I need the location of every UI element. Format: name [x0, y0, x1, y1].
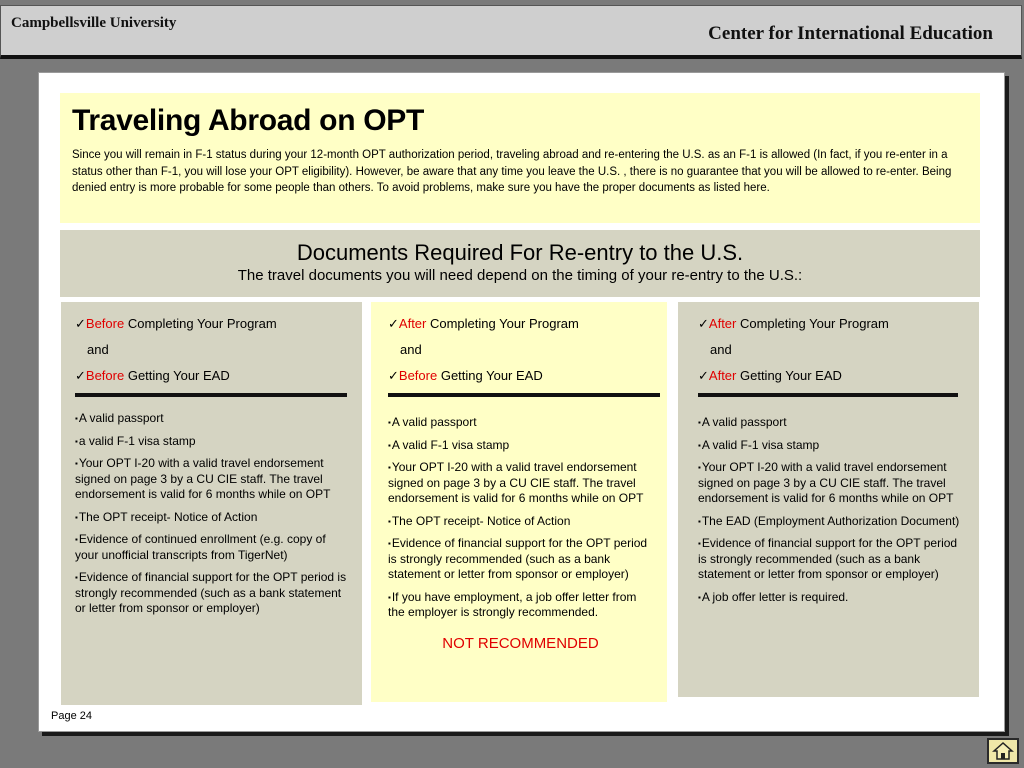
bullet-icon: ▪ [388, 539, 391, 548]
condition-text: Completing Your Program [124, 316, 277, 331]
bullet-icon: ▪ [388, 440, 391, 450]
bullet-icon: ▪ [698, 418, 701, 427]
divider [388, 393, 660, 397]
list-item: ▪If you have employment, a job offer letter from the employer is strongly recommended. [388, 589, 637, 619]
list-item: ▪A job offer letter is required. [698, 589, 849, 604]
divider [75, 393, 347, 397]
bullet-icon: ▪ [698, 539, 701, 548]
condition-text: Getting Your EAD [437, 368, 543, 383]
check-icon: ✓ [75, 316, 86, 331]
list-item: ▪Your OPT I-20 with a valid travel endorsement signed on page 3 by a CU CIE staff. The travel endorsement is valid for 6 months while on OPT [388, 460, 644, 505]
document-list [388, 415, 653, 621]
condition-text: Completing Your Program [736, 316, 889, 331]
bullet-icon: ▪ [75, 573, 78, 582]
list-item: ▪a valid F-1 visa stamp [75, 433, 196, 448]
check-icon: ✓ [698, 368, 709, 383]
list-item: ▪The OPT receipt- Notice of Action [75, 509, 258, 524]
list-item: ▪Evidence of continued enrollment (e.g. copy of your unofficial transcripts from TigerNet) [75, 532, 326, 562]
header-bar [0, 5, 1022, 59]
condition-keyword: Before [398, 368, 438, 383]
department-name: Center for International Education [708, 23, 993, 44]
condition-text: Getting Your EAD [124, 368, 230, 383]
column-before-before [61, 302, 362, 705]
list-item: ▪Evidence of financial support for the OPT period is strongly recommended (such as a bank statement or letter from sponsor or employer) [75, 570, 347, 615]
bullet-icon: ▪ [75, 459, 78, 468]
list-item: ▪A valid F-1 visa stamp [388, 437, 510, 452]
documents-title: Documents Required For Re-entry to the U.S. [296, 240, 744, 265]
list-item: ▪A valid F-1 visa stamp [698, 437, 820, 452]
bullet-icon: ▪ [388, 463, 391, 472]
bullet-icon: ▪ [388, 516, 391, 526]
column-after-before [371, 302, 667, 702]
bullet-icon: ▪ [388, 592, 391, 602]
list-item: ▪A valid passport [75, 411, 164, 425]
university-name: Campbellsville University [11, 15, 177, 31]
condition-keyword: After [708, 368, 737, 383]
slide [38, 72, 1005, 732]
bullet-icon: ▪ [698, 516, 701, 526]
bullet-icon: ▪ [75, 535, 78, 544]
condition-block [388, 315, 653, 384]
list-item: ▪Evidence of financial support for the OPT period is strongly recommended (such as a bank statement or letter from sponsor or employer) [388, 536, 648, 581]
divider [698, 393, 958, 397]
column-after-after [678, 302, 979, 697]
intro-text: Since you will remain in F-1 status during your 12-month OPT authorization period, traveling abroad and re-entering the U.S. as an F-1 is allowed (In fact, if you re-enter in a status other than F-1, you will lose your OPT eligibility). However, be aware that any time you leave the U.S. , there is no guarantee that you will be allowed to re-enter. Being denied entry is more probable for some people than others. To avoid problems, make sure you have the proper documents as listed here. [72, 149, 952, 194]
bullet-icon: ▪ [75, 512, 78, 522]
condition-text: Getting Your EAD [736, 368, 842, 383]
home-icon [992, 741, 1014, 761]
list-item: ▪Evidence of financial support for the OPT period is strongly recommended (such as a bank statement or letter from sponsor or employer) [698, 536, 958, 581]
check-icon: ✓ [388, 368, 399, 383]
not-recommended-note: NOT RECOMMENDED [442, 634, 599, 652]
condition-keyword: Before [85, 316, 125, 331]
condition-and: and [87, 342, 109, 357]
condition-block [698, 315, 965, 384]
condition-keyword: After [708, 316, 737, 331]
documents-header [60, 230, 980, 297]
bullet-icon: ▪ [698, 592, 701, 602]
check-icon: ✓ [698, 316, 709, 331]
bullet-icon: ▪ [698, 463, 701, 472]
bullet-icon: ▪ [698, 440, 701, 450]
document-list [75, 411, 348, 617]
condition-and: and [710, 342, 732, 357]
check-icon: ✓ [75, 368, 86, 383]
list-item: ▪The OPT receipt- Notice of Action [388, 513, 571, 528]
list-item: ▪A valid passport [388, 415, 477, 429]
condition-block [75, 315, 348, 384]
check-icon: ✓ [388, 316, 399, 331]
home-button[interactable] [987, 738, 1019, 764]
condition-and: and [400, 342, 422, 357]
intro-box [60, 93, 980, 223]
bullet-icon: ▪ [75, 436, 78, 446]
documents-subtitle: The travel documents you will need depend on the timing of your re-entry to the U.S.: [237, 267, 803, 284]
condition-keyword: Before [85, 368, 125, 383]
list-item: ▪A valid passport [698, 415, 787, 429]
list-item: ▪The EAD (Employment Authorization Document) [698, 513, 960, 528]
list-item: ▪Your OPT I-20 with a valid travel endorsement signed on page 3 by a CU CIE staff. The travel endorsement is valid for 6 months while on OPT [75, 456, 331, 501]
bullet-icon: ▪ [75, 414, 78, 423]
document-list [698, 415, 965, 605]
bullet-icon: ▪ [388, 418, 391, 427]
page-title: Traveling Abroad on OPT [72, 104, 425, 137]
list-item: ▪Your OPT I-20 with a valid travel endorsement signed on page 3 by a CU CIE staff. The travel endorsement is valid for 6 months while on OPT [698, 460, 954, 505]
condition-keyword: After [398, 316, 427, 331]
page-number: Page 24 [51, 710, 92, 722]
condition-text: Completing Your Program [426, 316, 579, 331]
